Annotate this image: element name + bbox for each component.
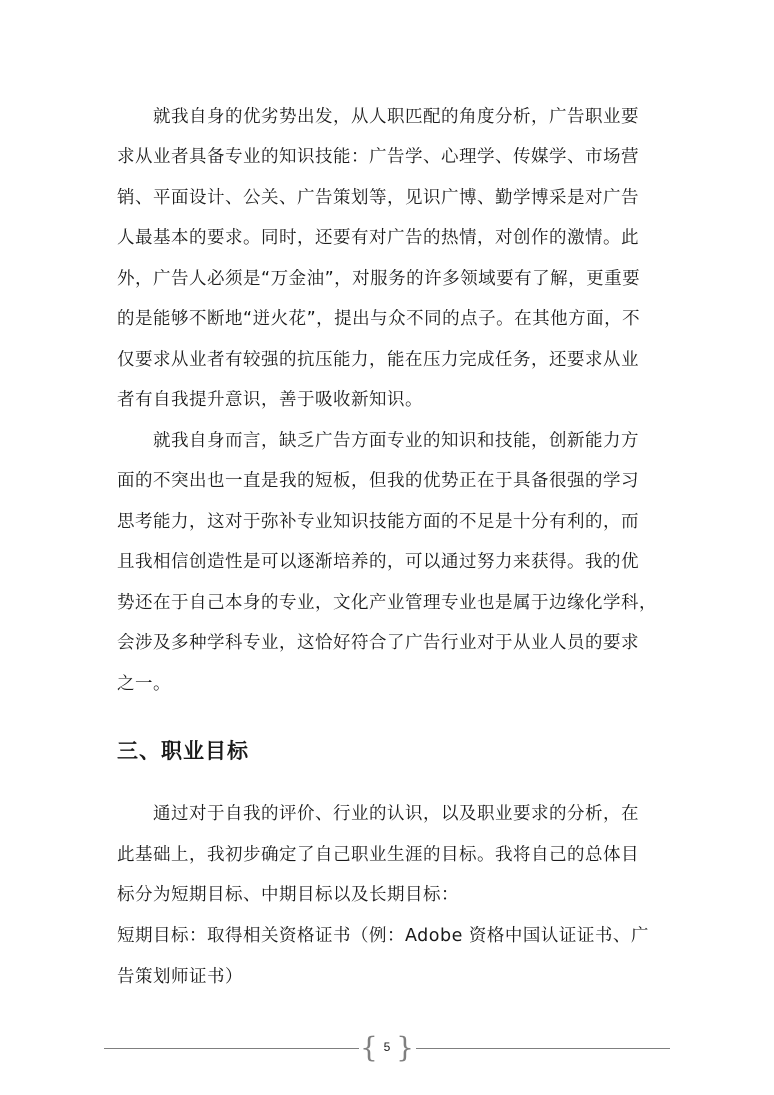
text-line: 就我自身的优劣势出发，从人职匹配的角度分析，广告职业要 [153, 107, 639, 127]
text-line: 势还在于自己本身的专业，文化产业管理专业也是属于边缘化学科， [117, 593, 657, 613]
text-line: 此基础上，我初步确定了自己职业生涯的目标。我将自己的总体目 [117, 845, 639, 865]
text-line: 告策划师证书） [117, 967, 243, 987]
text-line: 通过对于自我的评价、行业的认识，以及职业要求的分析，在 [153, 804, 639, 824]
text-line: 者有自我提升意识，善于吸收新知识。 [117, 390, 423, 410]
footer-rule-left [104, 1048, 359, 1049]
text-line: 的是能够不断地“迸火花”，提出与众不同的点子。在其他方面，不 [117, 309, 641, 329]
text-line: 会涉及多种学科专业，这恰好符合了广告行业对于从业人员的要求 [117, 633, 639, 653]
text-line: 销、平面设计、公关、广告策划等，见识广博、勤学博采是对广告 [117, 188, 639, 208]
page-number: 5 [383, 1040, 391, 1054]
text-line: 外，广告人必须是“万金油”，对服务的许多领域要有了解，更重要 [117, 269, 641, 289]
text-line: 思考能力，这对于弥补专业知识技能方面的不足是十分有利的，而 [117, 512, 639, 532]
text-line: 短期目标：取得相关资格证书（例：Adobe 资格中国认证证书、广 [117, 926, 649, 946]
text-line: 面的不突出也一直是我的短板，但我的优势正在于具备很强的学习 [117, 471, 639, 491]
text-line: 且我相信创造性是可以逐渐培养的，可以通过努力来获得。我的优 [117, 552, 639, 572]
text-line: 人最基本的要求。同时，还要有对广告的热情，对创作的激情。此 [117, 228, 639, 248]
brace-left-icon: { [360, 1031, 378, 1064]
text-line: 之一。 [117, 674, 171, 694]
brace-right-icon: } [396, 1031, 414, 1064]
section-heading: 三、职业目标 [117, 739, 249, 763]
footer-rule-right [416, 1048, 670, 1049]
text-line: 仅要求从业者有较强的抗压能力，能在压力完成任务，还要求从业 [117, 350, 639, 370]
text-line: 标分为短期目标、中期目标以及长期目标： [117, 885, 459, 905]
text-line: 就我自身而言，缺乏广告方面专业的知识和技能，创新能力方 [153, 431, 639, 451]
text-line: 求从业者具备专业的知识技能：广告学、心理学、传媒学、市场营 [117, 147, 639, 167]
page-number-box [360, 1031, 414, 1064]
